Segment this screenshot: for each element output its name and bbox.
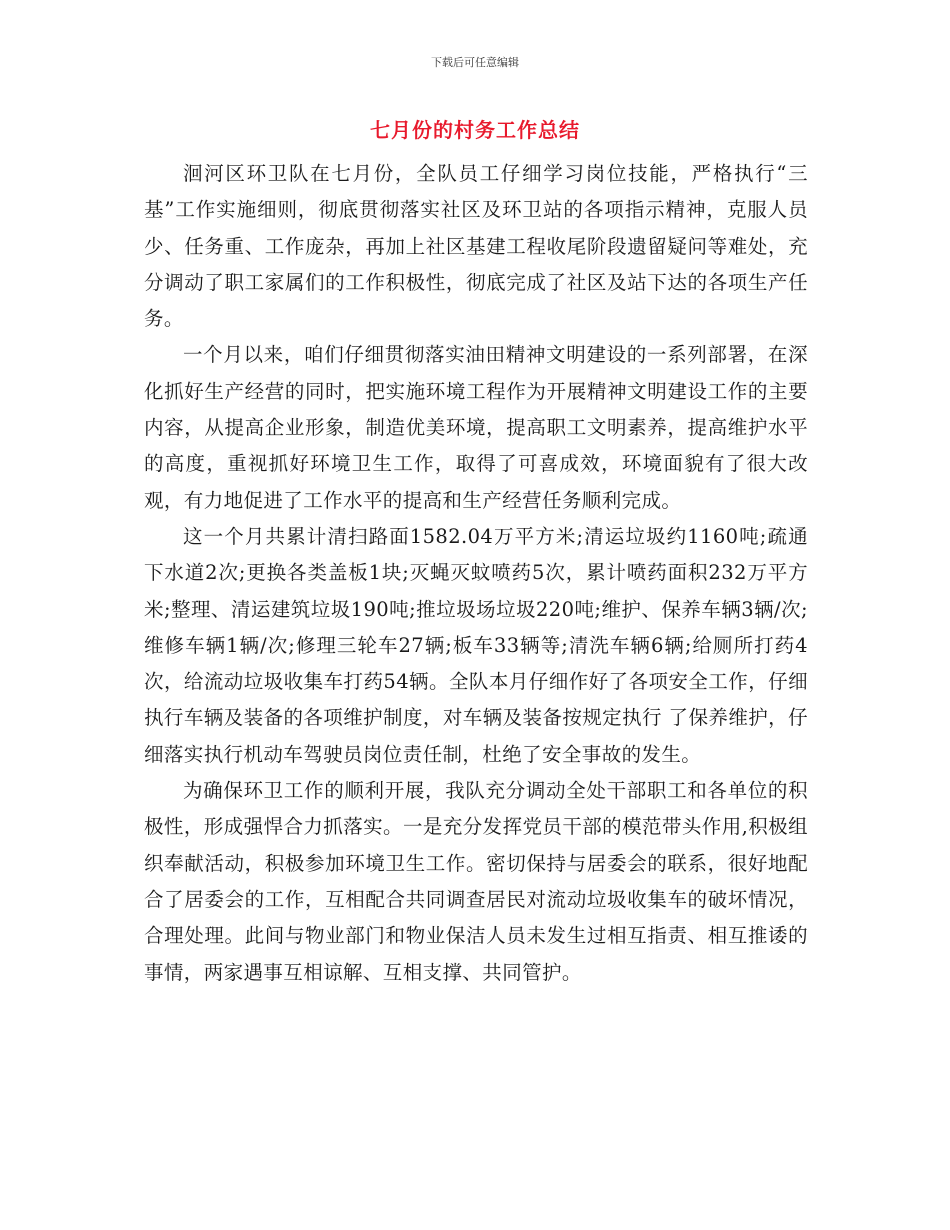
paragraph: 为确保环卫工作的顺利开展，我队充分调动全处干部职工和各单位的积极性，形成强悍合力抓落实。一是充分发挥党员干部的模范带头作用,积极组织奉献活动，积极参加环境卫生工作。密切保持与居委会的联系，很好地配合了居委会的工作，互相配合共同调查居民对流动垃圾收集车的破坏情况，合理处理。此间与物业部门和物业保洁人员未发生过相互指责、相互推诿的事情，两家遇事互相谅解、互相支撑、共同管护。 (144, 779, 808, 984)
paragraph: 这一个月共累计清扫路面1582.04万平方米;清运垃圾约1160吨;疏通下水道2次;更换各类盖板1块;灭蝇灭蚊喷药5次，累计喷药面积232万平方米;整理、清运建筑垃圾190吨;推垃圾场垃圾220吨;维护、保养车辆3辆/次;维修车辆1辆/次;修理三轮车27辆;板车33辆等;清洗车辆6辆;给厕所打药4次，给流动垃圾收集车打药54辆。全队本月仔细作好了各项安全工作，仔细执行车辆及装备的各项维护制度，对车辆及装备按规定执行 了保养维护，仔细落实执行机动车驾驶员岗位责任制，杜绝了安全事故的发生。 (144, 524, 808, 766)
paragraph: 一个月以来，咱们仔细贯彻落实油田精神文明建设的一系列部署，在深化抓好生产经营的同时，把实施环境工程作为开展精神文明建设工作的主要内容，从提高企业形象，制造优美环境，提高职工文明素养，提高维护水平的高度，重视抓好环境卫生工作，取得了可喜成效，环境面貌有了很大改观，有力地促进了工作水平的提高和生产经营任务顺利完成。 (144, 343, 808, 512)
document-body (144, 156, 808, 991)
document-title: 七月份的村务工作总结 (370, 118, 580, 142)
header-note: 下载后可任意编辑 (431, 56, 519, 69)
paragraph: 洄河区环卫队在七月份，全队员工仔细学习岗位技能，严格执行“三基”工作实施细则，彻底贯彻落实社区及环卫站的各项指示精神，克服人员少、任务重、工作庞杂，再加上社区基建工程收尾阶段遗留疑问等难处，充分调动了职工家属们的工作积极性，彻底完成了社区及站下达的各项生产任务。 (144, 162, 808, 331)
